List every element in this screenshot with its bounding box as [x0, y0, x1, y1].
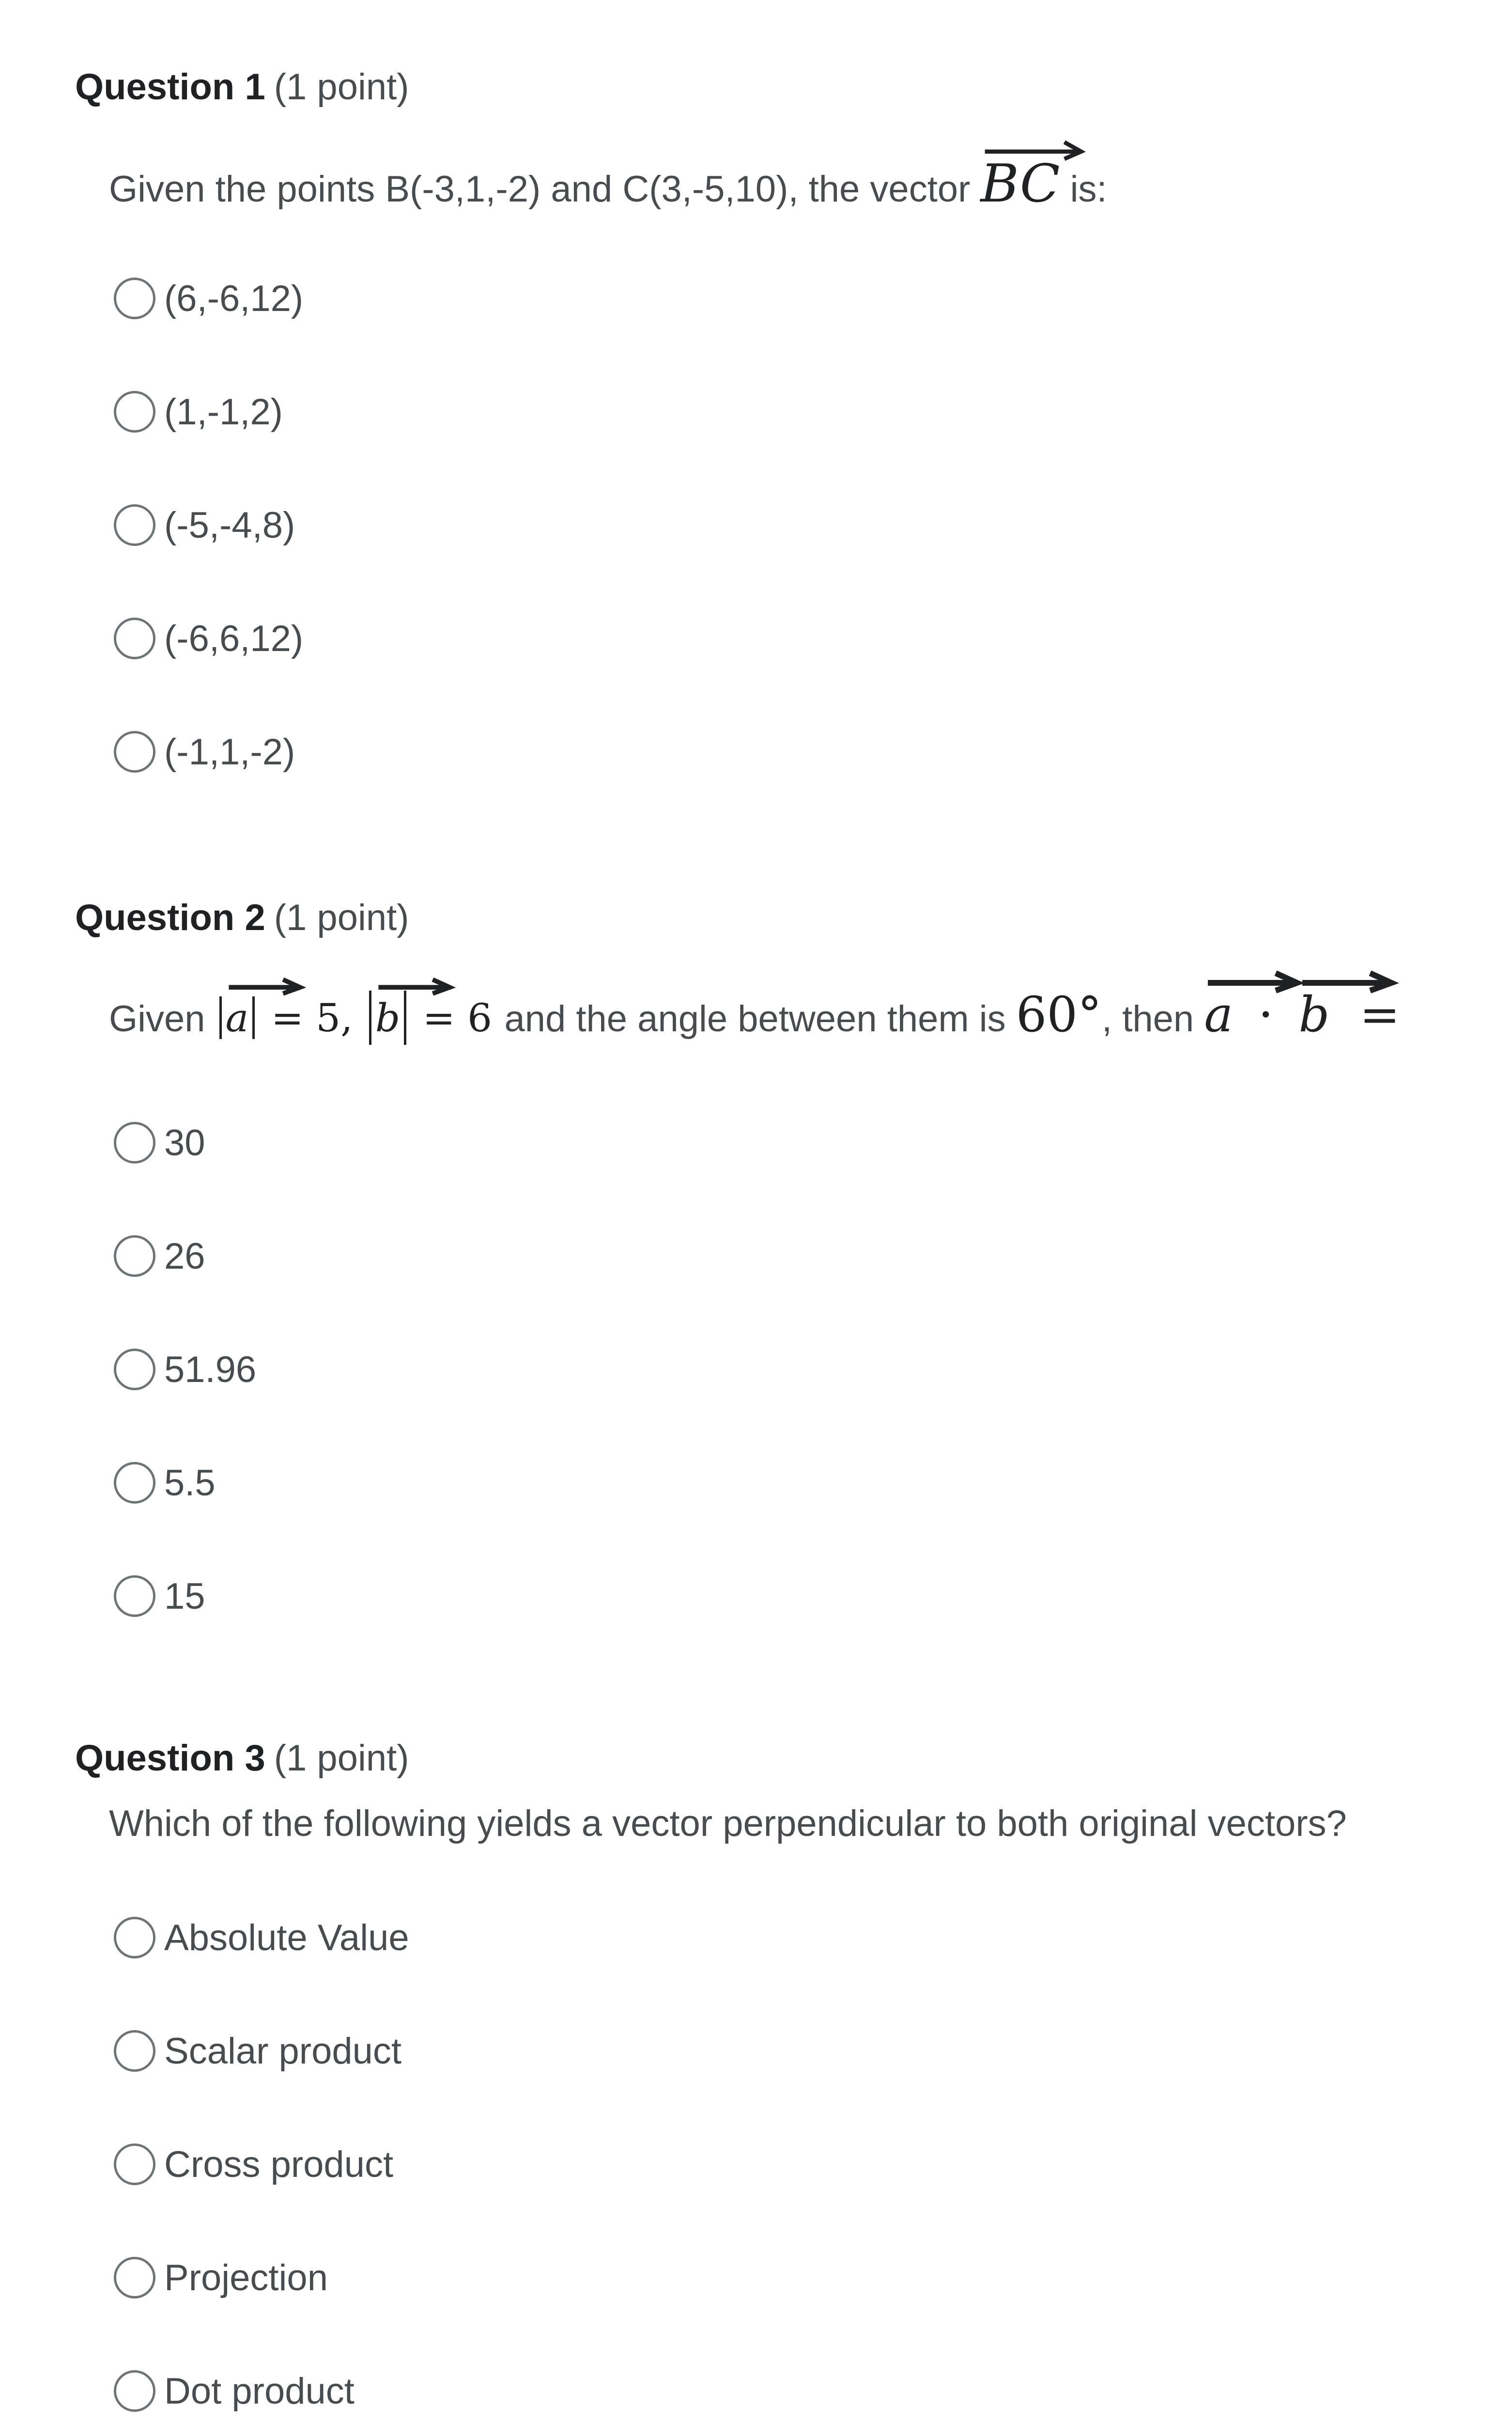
radio-button[interactable] — [114, 1575, 155, 1617]
equation-a: = 5, — [271, 995, 353, 1040]
answer-option[interactable] — [114, 2253, 1483, 2302]
vector-label: a — [1204, 986, 1233, 1043]
radio-button[interactable] — [114, 1235, 155, 1277]
radio-button[interactable] — [114, 2030, 155, 2072]
answer-option[interactable] — [114, 2027, 1483, 2075]
option-label: Projection — [164, 2257, 328, 2298]
answer-option[interactable] — [114, 274, 1483, 323]
question-points: (1 point) — [274, 66, 409, 108]
vector-label: a — [225, 995, 249, 1040]
abs-bar-left — [369, 991, 371, 1045]
answer-option[interactable] — [114, 388, 1483, 436]
answer-options — [114, 274, 1483, 776]
dot-product-expression — [1204, 986, 1400, 1043]
prompt-text: Given — [109, 998, 205, 1040]
magnitude-b — [365, 995, 504, 1040]
radio-button[interactable] — [114, 278, 155, 319]
radio-button[interactable] — [114, 2257, 155, 2298]
vector-a — [226, 992, 249, 1045]
option-label: (-5,-4,8) — [164, 504, 295, 546]
option-label: 5.5 — [164, 1462, 216, 1504]
answer-option[interactable] — [114, 2140, 1483, 2189]
answer-option[interactable] — [114, 1572, 1483, 1620]
option-label: 51.96 — [164, 1349, 257, 1390]
answer-option[interactable] — [114, 1459, 1483, 1507]
vector-arrow-icon — [226, 978, 303, 994]
answer-option[interactable] — [114, 1345, 1483, 1394]
question-prompt: Which of the following yields a vector perpendicular to both original vectors? — [109, 1803, 1347, 1844]
prompt-text-middle: and the angle between them is — [504, 998, 1006, 1040]
question-header — [75, 894, 1483, 942]
question-title: Question 3 — [75, 1738, 265, 1779]
radio-button[interactable] — [114, 1122, 155, 1164]
vector-arrow-icon — [981, 139, 1085, 160]
answer-option[interactable] — [114, 614, 1483, 663]
vector-b — [375, 992, 400, 1045]
question-title: Question 1 — [75, 66, 265, 108]
option-label: 15 — [164, 1575, 205, 1617]
question-points: (1 point) — [274, 897, 409, 938]
answer-option[interactable] — [114, 728, 1483, 776]
prompt-text-then: , then — [1102, 998, 1194, 1040]
radio-button[interactable] — [114, 1917, 155, 1958]
question-prompt — [109, 988, 1483, 1046]
vector-a — [1204, 988, 1233, 1041]
option-label: (-6,6,12) — [164, 618, 304, 659]
radio-button[interactable] — [114, 618, 155, 659]
answer-option[interactable] — [114, 1913, 1483, 1962]
magnitude-a — [216, 995, 365, 1040]
equals-sign: = — [1359, 986, 1400, 1043]
vector-arrow-icon — [1204, 971, 1301, 991]
vector-b — [1298, 988, 1329, 1041]
answer-option[interactable] — [114, 2367, 1483, 2415]
radio-button[interactable] — [114, 391, 155, 433]
option-label: 26 — [164, 1235, 205, 1277]
option-label: Cross product — [164, 2143, 394, 2185]
option-label: (6,-6,12) — [164, 278, 304, 319]
option-label: (1,-1,2) — [164, 391, 283, 433]
vector-label: BC — [980, 154, 1060, 214]
question-points: (1 point) — [274, 1738, 409, 1779]
abs-bar-right — [404, 991, 406, 1045]
vector-arrow-icon — [1298, 971, 1395, 991]
dot-operator: · — [1258, 986, 1274, 1043]
answer-option[interactable] — [114, 1232, 1483, 1280]
option-label: 30 — [164, 1122, 205, 1164]
option-label: (-1,1,-2) — [164, 731, 295, 773]
vector-label: b — [1298, 986, 1330, 1043]
question-header — [75, 1734, 1483, 1783]
question-title: Question 2 — [75, 897, 265, 938]
radio-button[interactable] — [114, 1349, 155, 1390]
prompt-text-end: is: — [1070, 169, 1107, 210]
abs-bar-left — [219, 996, 222, 1039]
prompt-text: Given the points B(-3,1,-2) and C(3,-5,10), the vector — [109, 169, 971, 210]
question-1 — [75, 63, 1483, 841]
equation-b: = 6 — [422, 995, 493, 1040]
radio-button[interactable] — [114, 2143, 155, 2185]
question-prompt — [109, 154, 1483, 216]
question-2 — [75, 894, 1483, 1685]
radio-button[interactable] — [114, 2370, 155, 2412]
answer-options — [114, 1913, 1483, 2415]
vector-label: b — [375, 995, 401, 1040]
question-header — [75, 63, 1483, 111]
option-label: Scalar product — [164, 2030, 402, 2072]
vector-bc — [980, 154, 1060, 214]
option-label: Absolute Value — [164, 1917, 409, 1958]
answer-options — [114, 1118, 1483, 1620]
option-label: Dot product — [164, 2370, 355, 2412]
abs-bar-right — [252, 996, 255, 1039]
radio-button[interactable] — [114, 504, 155, 546]
radio-button[interactable] — [114, 731, 155, 773]
question-3 — [75, 1734, 1483, 2422]
answer-option[interactable] — [114, 501, 1483, 549]
radio-button[interactable] — [114, 1462, 155, 1504]
vector-arrow-icon — [375, 978, 453, 994]
answer-option[interactable] — [114, 1118, 1483, 1167]
angle-value: 60° — [1016, 986, 1102, 1043]
